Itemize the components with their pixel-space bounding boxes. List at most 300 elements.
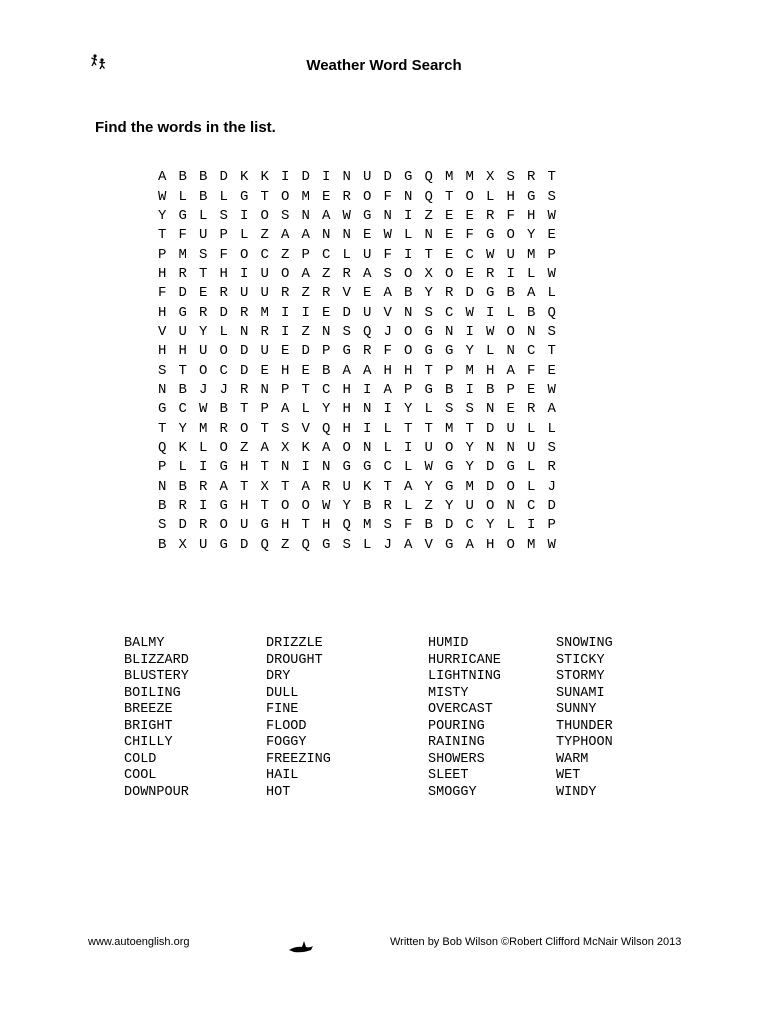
grid-letter: P (158, 459, 167, 476)
grid-letter: F (383, 343, 392, 360)
grid-letter: Q (342, 517, 351, 534)
grid-letter: A (363, 265, 372, 282)
grid-letter: W (547, 536, 556, 553)
grid-letter: M (199, 420, 208, 437)
grid-letter: D (219, 169, 228, 186)
grid-letter: W (158, 188, 167, 205)
grid-letter: O (506, 323, 515, 340)
grid-letter: L (383, 439, 392, 456)
grid-letter: E (322, 188, 331, 205)
grid-letter: H (486, 536, 495, 553)
grid-letter: S (342, 323, 351, 340)
grid-letter: G (178, 207, 187, 224)
word-list-item: WET (556, 768, 581, 783)
grid-letter: I (465, 381, 474, 398)
grid-letter: F (178, 227, 187, 244)
website-link[interactable]: www.autoenglish.org (88, 936, 190, 948)
grid-letter: C (219, 362, 228, 379)
grid-letter: A (158, 169, 167, 186)
grid-letter: P (158, 246, 167, 263)
grid-letter: C (445, 304, 454, 321)
grid-letter: C (465, 517, 474, 534)
grid-letter: N (486, 439, 495, 456)
grid-letter: G (445, 343, 454, 360)
grid-letter: E (527, 381, 536, 398)
grid-letter: U (363, 169, 372, 186)
grid-letter: S (506, 169, 515, 186)
grid-letter: N (322, 323, 331, 340)
grid-letter: S (281, 207, 290, 224)
word-column-4 (556, 636, 613, 801)
grid-letter: O (281, 265, 290, 282)
grid-letter: T (424, 246, 433, 263)
grid-letter: D (486, 478, 495, 495)
grid-letter: E (281, 343, 290, 360)
grid-letter: X (281, 439, 290, 456)
grid-letter: H (158, 304, 167, 321)
word-list-item: WARM (556, 751, 589, 767)
grid-letter: A (527, 285, 536, 302)
grid-letter: R (260, 323, 269, 340)
word-list-item: COLD (124, 751, 157, 767)
grid-row (152, 439, 562, 458)
grid-letter: R (527, 401, 536, 418)
grid-letter: H (527, 207, 536, 224)
grid-letter: H (240, 459, 249, 476)
grid-letter: I (465, 323, 474, 340)
grid-letter: L (486, 343, 495, 360)
grid-letter: Q (424, 169, 433, 186)
grid-letter: F (158, 285, 167, 302)
grid-letter: G (240, 188, 249, 205)
grid-letter: I (363, 420, 372, 437)
grid-letter: H (342, 420, 351, 437)
grid-letter: I (240, 207, 249, 224)
grid-letter: G (260, 517, 269, 534)
grid-letter: L (178, 188, 187, 205)
shark-logo-icon (288, 940, 314, 954)
grid-letter: U (527, 439, 536, 456)
word-list-item: SNOWING (556, 636, 613, 651)
grid-letter: L (363, 536, 372, 553)
grid-letter: G (219, 459, 228, 476)
grid-letter: T (178, 362, 187, 379)
grid-letter: E (445, 227, 454, 244)
grid-letter: Y (465, 343, 474, 360)
grid-letter: T (260, 498, 269, 515)
grid-letter: G (363, 207, 372, 224)
word-list-item: TYPHOON (556, 735, 613, 750)
grid-letter: S (547, 439, 556, 456)
grid-letter: E (363, 285, 372, 302)
word-list-item: SHOWERS (428, 751, 485, 767)
grid-letter: G (219, 498, 228, 515)
grid-letter: I (404, 207, 413, 224)
grid-letter: Y (178, 420, 187, 437)
grid-letter: B (363, 498, 372, 515)
grid-row (152, 536, 562, 555)
grid-letter: H (486, 362, 495, 379)
grid-letter: A (383, 381, 392, 398)
grid-letter: I (404, 246, 413, 263)
word-list-item: DOWNPOUR (124, 784, 189, 800)
grid-letter: O (240, 246, 249, 263)
grid-letter: R (383, 498, 392, 515)
grid-letter: U (199, 536, 208, 553)
grid-letter: S (281, 420, 290, 437)
grid-letter: K (301, 439, 310, 456)
grid-letter: O (240, 420, 249, 437)
grid-letter: G (322, 536, 331, 553)
grid-letter: U (260, 343, 269, 360)
grid-letter: I (199, 459, 208, 476)
grid-letter: R (527, 169, 536, 186)
grid-letter: H (342, 401, 351, 418)
grid-letter: S (383, 517, 392, 534)
grid-letter: B (178, 169, 187, 186)
grid-letter: P (260, 401, 269, 418)
grid-letter: L (178, 459, 187, 476)
grid-row (152, 516, 562, 535)
grid-row (152, 303, 562, 322)
grid-letter: P (301, 246, 310, 263)
grid-letter: P (281, 381, 290, 398)
grid-letter: L (301, 401, 310, 418)
word-list-item: WINDY (556, 784, 597, 800)
word-list-item: FLOOD (266, 718, 307, 734)
grid-letter: T (199, 265, 208, 282)
grid-letter: O (219, 343, 228, 360)
grid-letter: Z (322, 265, 331, 282)
word-column-2 (266, 636, 331, 801)
grid-letter: A (322, 439, 331, 456)
grid-letter: O (363, 188, 372, 205)
grid-letter: N (342, 227, 351, 244)
word-list-item: POURING (428, 718, 485, 734)
grid-letter: H (322, 517, 331, 534)
grid-letter: R (547, 459, 556, 476)
grid-letter: Q (547, 304, 556, 321)
grid-letter: I (322, 169, 331, 186)
grid-letter: L (199, 207, 208, 224)
grid-letter: T (260, 188, 269, 205)
grid-letter: O (281, 498, 290, 515)
grid-letter: B (486, 381, 495, 398)
grid-letter: G (445, 478, 454, 495)
copyright-credit: Written by Bob Wilson ©Robert Clifford McNair Wilson 2013 (390, 936, 682, 948)
grid-letter: I (281, 323, 290, 340)
grid-letter: O (506, 478, 515, 495)
grid-letter: P (219, 227, 228, 244)
grid-letter: Y (199, 323, 208, 340)
grid-letter: D (445, 517, 454, 534)
grid-letter: C (178, 401, 187, 418)
grid-letter: R (486, 207, 495, 224)
grid-letter: F (465, 227, 474, 244)
grid-letter: U (240, 285, 249, 302)
grid-letter: R (178, 498, 187, 515)
grid-letter: B (158, 536, 167, 553)
grid-letter: Y (424, 478, 433, 495)
grid-letter: V (158, 323, 167, 340)
grid-letter: O (506, 227, 515, 244)
grid-letter: T (240, 401, 249, 418)
grid-letter: H (158, 343, 167, 360)
grid-letter: O (342, 439, 351, 456)
word-list-item: BLIZZARD (124, 652, 189, 668)
grid-letter: A (281, 227, 290, 244)
grid-letter: N (527, 323, 536, 340)
grid-letter: O (219, 439, 228, 456)
grid-letter: G (158, 401, 167, 418)
grid-letter: J (219, 381, 228, 398)
grid-letter: U (260, 265, 269, 282)
grid-letter: Y (527, 227, 536, 244)
grid-letter: L (383, 420, 392, 437)
grid-letter: G (424, 323, 433, 340)
grid-letter: F (404, 517, 413, 534)
grid-letter: Y (486, 517, 495, 534)
grid-letter: E (465, 265, 474, 282)
grid-letter: J (383, 323, 392, 340)
grid-row (152, 419, 562, 438)
grid-letter: X (178, 536, 187, 553)
word-list-item: SMOGGY (428, 784, 477, 800)
grid-letter: L (342, 246, 351, 263)
word-list-item: FOGGY (266, 735, 307, 750)
grid-letter: N (322, 227, 331, 244)
grid-letter: C (527, 498, 536, 515)
grid-letter: P (322, 343, 331, 360)
grid-letter: M (445, 420, 454, 437)
grid-letter: E (260, 362, 269, 379)
grid-letter: B (445, 381, 454, 398)
grid-letter: I (301, 459, 310, 476)
grid-letter: C (527, 343, 536, 360)
grid-letter: D (342, 304, 351, 321)
grid-letter: R (199, 304, 208, 321)
grid-letter: I (383, 401, 392, 418)
grid-letter: I (486, 304, 495, 321)
grid-letter: D (240, 362, 249, 379)
grid-letter: H (281, 517, 290, 534)
grid-letter: N (363, 401, 372, 418)
grid-letter: G (445, 536, 454, 553)
grid-letter: O (199, 362, 208, 379)
grid-letter: K (363, 478, 372, 495)
grid-letter: V (301, 420, 310, 437)
grid-letter: Z (301, 285, 310, 302)
grid-row (152, 458, 562, 477)
grid-letter: D (486, 420, 495, 437)
grid-letter: N (506, 439, 515, 456)
grid-letter: O (445, 265, 454, 282)
grid-letter: R (322, 478, 331, 495)
grid-letter: D (219, 304, 228, 321)
grid-letter: E (465, 207, 474, 224)
grid-letter: U (178, 323, 187, 340)
grid-letter: G (486, 285, 495, 302)
word-list-item: OVERCAST (428, 702, 493, 717)
grid-letter: T (158, 227, 167, 244)
grid-letter: C (383, 459, 392, 476)
grid-letter: A (547, 401, 556, 418)
grid-letter: Y (465, 439, 474, 456)
grid-letter: Q (424, 188, 433, 205)
word-list-item: COOL (124, 768, 157, 783)
grid-row (152, 226, 562, 245)
grid-letter: O (506, 536, 515, 553)
grid-letter: T (281, 478, 290, 495)
grid-row (152, 400, 562, 419)
grid-letter: N (404, 304, 413, 321)
grid-letter: F (383, 246, 392, 263)
word-list-item: HAIL (266, 768, 299, 783)
grid-letter: D (240, 536, 249, 553)
grid-letter: W (342, 207, 351, 224)
word-list-item: DRY (266, 669, 291, 684)
grid-letter: C (322, 381, 331, 398)
word-list-item: STICKY (556, 652, 605, 668)
word-list-item: FINE (266, 702, 299, 717)
grid-row (152, 323, 562, 342)
grid-letter: L (404, 459, 413, 476)
grid-letter: M (445, 169, 454, 186)
grid-letter: N (363, 439, 372, 456)
grid-letter: N (158, 381, 167, 398)
grid-letter: S (547, 188, 556, 205)
grid-letter: E (506, 401, 515, 418)
word-list-item: HUMID (428, 636, 469, 651)
grid-letter: Y (424, 285, 433, 302)
grid-letter: W (486, 323, 495, 340)
grid-letter: E (363, 227, 372, 244)
grid-letter: D (301, 343, 310, 360)
grid-row (152, 381, 562, 400)
grid-letter: H (342, 381, 351, 398)
grid-letter: Q (260, 536, 269, 553)
grid-letter: I (527, 517, 536, 534)
grid-letter: Y (158, 207, 167, 224)
grid-letter: M (363, 517, 372, 534)
grid-letter: N (424, 227, 433, 244)
grid-letter: K (178, 439, 187, 456)
grid-letter: U (240, 517, 249, 534)
grid-letter: P (547, 246, 556, 263)
grid-letter: E (445, 207, 454, 224)
grid-letter: G (486, 227, 495, 244)
grid-letter: R (445, 285, 454, 302)
grid-letter: F (219, 246, 228, 263)
grid-letter: B (199, 188, 208, 205)
grid-letter: S (383, 265, 392, 282)
grid-letter: I (404, 439, 413, 456)
grid-letter: A (363, 362, 372, 379)
grid-letter: I (506, 265, 515, 282)
grid-letter: O (404, 323, 413, 340)
grid-letter: Q (301, 536, 310, 553)
word-list-item: HOT (266, 784, 291, 800)
grid-letter: L (506, 517, 515, 534)
grid-row (152, 284, 562, 303)
word-list-item: SUNNY (556, 702, 597, 717)
grid-letter: L (219, 188, 228, 205)
grid-letter: V (342, 285, 351, 302)
grid-letter: T (301, 381, 310, 398)
word-column-1 (124, 636, 189, 801)
grid-letter: N (342, 169, 351, 186)
grid-letter: F (527, 362, 536, 379)
word-list-item: DULL (266, 685, 299, 701)
grid-letter: O (404, 265, 413, 282)
word-list-item: BRIGHT (124, 718, 173, 734)
grid-letter: I (363, 381, 372, 398)
grid-letter: T (547, 169, 556, 186)
grid-letter: M (178, 246, 187, 263)
grid-letter: T (404, 420, 413, 437)
grid-letter: L (547, 420, 556, 437)
grid-letter: O (465, 188, 474, 205)
grid-letter: I (301, 304, 310, 321)
grid-letter: J (383, 536, 392, 553)
grid-letter: S (199, 246, 208, 263)
grid-letter: S (158, 362, 167, 379)
grid-letter: R (199, 478, 208, 495)
grid-letter: U (342, 478, 351, 495)
grid-letter: B (404, 285, 413, 302)
grid-letter: E (301, 362, 310, 379)
grid-letter: G (219, 536, 228, 553)
grid-letter: H (240, 498, 249, 515)
grid-letter: J (547, 478, 556, 495)
grid-letter: A (404, 536, 413, 553)
grid-letter: T (158, 420, 167, 437)
grid-letter: U (465, 498, 474, 515)
grid-letter: O (301, 498, 310, 515)
grid-letter: N (506, 343, 515, 360)
grid-row (152, 361, 562, 380)
grid-letter: R (219, 285, 228, 302)
grid-letter: R (322, 285, 331, 302)
grid-letter: E (322, 304, 331, 321)
grid-letter: W (322, 498, 331, 515)
grid-letter: N (240, 323, 249, 340)
grid-letter: G (445, 459, 454, 476)
grid-letter: Y (342, 498, 351, 515)
grid-letter: J (199, 381, 208, 398)
grid-letter: B (178, 381, 187, 398)
grid-letter: R (342, 265, 351, 282)
grid-letter: Z (424, 207, 433, 224)
grid-letter: R (486, 265, 495, 282)
page-title: Weather Word Search (306, 57, 462, 74)
grid-letter: B (527, 304, 536, 321)
grid-letter: R (199, 517, 208, 534)
word-list-item: DRIZZLE (266, 636, 323, 651)
grid-letter: N (383, 207, 392, 224)
grid-letter: B (199, 169, 208, 186)
grid-letter: G (178, 304, 187, 321)
grid-letter: N (281, 459, 290, 476)
grid-row (152, 342, 562, 361)
grid-letter: L (199, 439, 208, 456)
grid-letter: B (178, 478, 187, 495)
grid-letter: Y (322, 401, 331, 418)
word-list (0, 636, 768, 806)
grid-letter: B (322, 362, 331, 379)
grid-letter: E (445, 246, 454, 263)
grid-letter: N (322, 459, 331, 476)
